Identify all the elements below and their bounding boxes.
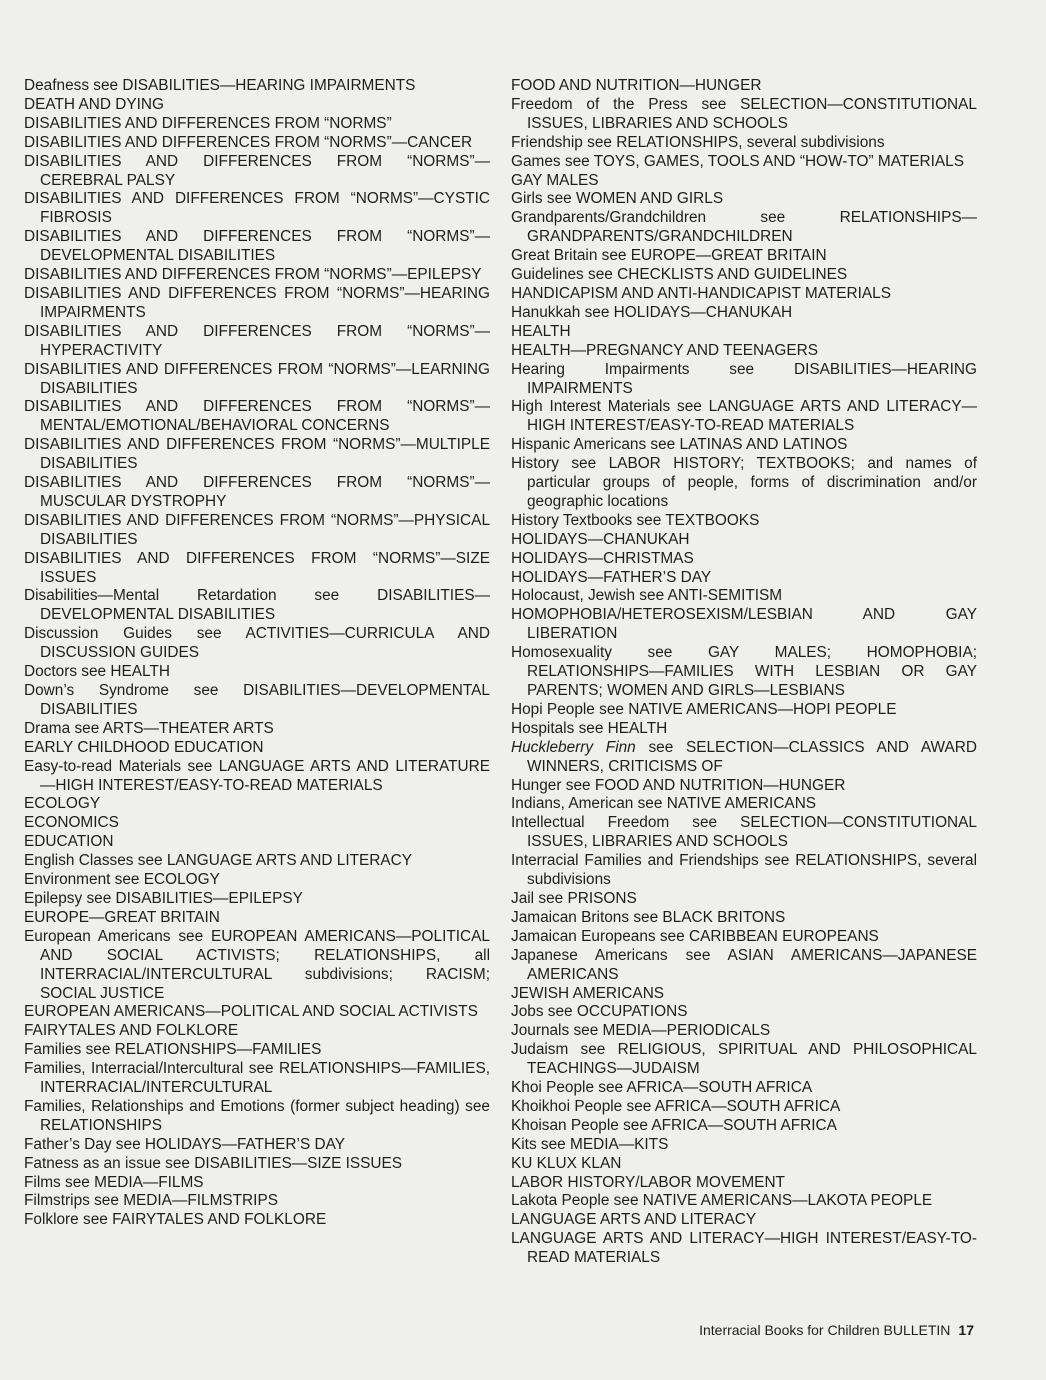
index-entry: Families, Relationships and Emotions (former subject heading) see RELATIONSHIPS [24, 1097, 490, 1134]
index-entry: EDUCATION [24, 833, 114, 851]
index-entry: Deafness see DISABILITIES—HEARING IMPAIRMENTS [24, 77, 416, 94]
index-entry: Homosexuality see GAY MALES; HOMOPHOBIA; RELATIONSHIPS—FAMILIES WITH LESBIAN OR GAY PARENTS; WOMEN AND GIRLS—LESBIANS [511, 644, 977, 699]
index-entry: DISABILITIES AND DIFFERENCES FROM “NORMS”—MULTIPLE DISABILITIES [24, 436, 490, 473]
index-entry: DISABILITIES AND DIFFERENCES FROM “NORMS”—SIZE ISSUES [24, 549, 490, 586]
index-entry: Filmstrips see MEDIA—FILMSTRIPS [24, 1192, 278, 1210]
index-entry: Great Britain see EUROPE—GREAT BRITAIN [511, 247, 827, 265]
index-entry: LANGUAGE ARTS AND LITERACY—HIGH INTEREST/EASY-TO-READ MATERIALS [511, 1230, 977, 1267]
index-entry: EUROPE—GREAT BRITAIN [24, 908, 220, 926]
index-entry: Lakota People see NATIVE AMERICANS—LAKOTA PEOPLE [511, 1192, 933, 1210]
index-entry: JEWISH AMERICANS [511, 984, 665, 1002]
index-column-right [511, 77, 977, 1268]
index-entry: Drama see ARTS—THEATER ARTS [24, 719, 274, 737]
index-entry: HEALTH—PREGNANCY AND TEENAGERS [511, 341, 819, 359]
index-entry: Folklore see FAIRYTALES AND FOLKLORE [24, 1211, 327, 1229]
index-entry: GAY MALES [511, 171, 599, 189]
index-entry: Hospitals see HEALTH [511, 719, 668, 737]
index-entry: Guidelines see CHECKLISTS AND GUIDELINES [511, 266, 848, 284]
index-entry: DISABILITIES AND DIFFERENCES FROM “NORMS”—CEREBRAL PALSY [24, 152, 490, 189]
index-entry: English Classes see LANGUAGE ARTS AND LITERACY [24, 852, 413, 870]
index-entry: DISABILITIES AND DIFFERENCES FROM “NORMS”—CANCER [24, 133, 473, 151]
index-entry: DISABILITIES AND DIFFERENCES FROM “NORMS”—CYSTIC FIBROSIS [24, 190, 490, 227]
index-entry: Interracial Families and Friendships see RELATIONSHIPS, several subdivisions [511, 852, 977, 889]
index-entry: Hispanic Americans see LATINAS AND LATINOS [511, 436, 848, 454]
index-entry: HOLIDAYS—CHRISTMAS [511, 549, 694, 567]
index-entry: Environment see ECOLOGY [24, 871, 220, 889]
index-entry: DISABILITIES AND DIFFERENCES FROM “NORMS”—MENTAL/EMOTIONAL/BEHAVIORAL CONCERNS [24, 398, 490, 435]
index-entry: Girls see WOMEN AND GIRLS [511, 190, 724, 208]
index-entry: DISABILITIES AND DIFFERENCES FROM “NORMS”—EPILEPSY [24, 266, 482, 284]
index-entry: Khoi People see AFRICA—SOUTH AFRICA [511, 1079, 813, 1097]
index-entry: History Textbooks see TEXTBOOKS [511, 511, 760, 529]
index-entry: LABOR HISTORY/LABOR MOVEMENT [511, 1173, 785, 1191]
index-entry: HOMOPHOBIA/HETEROSEXISM/LESBIAN AND GAY LIBERATION [511, 606, 977, 643]
index-entry: LANGUAGE ARTS AND LITERACY [511, 1211, 757, 1229]
index-entry: Jamaican Europeans see CARIBBEAN EUROPEANS [511, 927, 879, 945]
index-entry: DEATH AND DYING [24, 95, 164, 113]
index-entry: Judaism see RELIGIOUS, SPIRITUAL AND PHILOSOPHICAL TEACHINGS—JUDAISM [511, 1041, 977, 1078]
index-entry: Jobs see OCCUPATIONS [511, 1003, 688, 1021]
index-entry: Families see RELATIONSHIPS—FAMILIES [24, 1041, 322, 1059]
index-entry: DISABILITIES AND DIFFERENCES FROM “NORMS”—PHYSICAL DISABILITIES [24, 511, 490, 548]
index-entry: HANDICAPISM AND ANTI-HANDICAPIST MATERIALS [511, 284, 891, 302]
page-footer [699, 1322, 974, 1338]
index-entry: Down’s Syndrome see DISABILITIES—DEVELOPMENTAL DISABILITIES [24, 682, 490, 718]
index-entry: DISABILITIES AND DIFFERENCES FROM “NORMS”—DEVELOPMENTAL DISABILITIES [24, 228, 490, 265]
index-entry: DISABILITIES AND DIFFERENCES FROM “NORMS”—HEARING IMPAIRMENTS [24, 284, 490, 321]
index-entry: HEALTH [511, 322, 571, 340]
index-entry: Games see TOYS, GAMES, TOOLS AND “HOW-TO” MATERIALS [511, 152, 964, 170]
index-entry: Epilepsy see DISABILITIES—EPILEPSY [24, 889, 303, 907]
index-entry: FOOD AND NUTRITION—HUNGER [511, 77, 762, 94]
index-entry: Hanukkah see HOLIDAYS—CHANUKAH [511, 303, 793, 321]
index-entry-title: Huckleberry Finn [511, 738, 636, 756]
index-entry: DISABILITIES AND DIFFERENCES FROM “NORMS”—MUSCULAR DYSTROPHY [24, 474, 490, 510]
index-entry: Kits see MEDIA—KITS [511, 1135, 669, 1153]
index-entry: FAIRYTALES AND FOLKLORE [24, 1022, 239, 1040]
index-entry: History see LABOR HISTORY; TEXTBOOKS; and names of particular groups of people, forms of discrimination and/or geographic locations [511, 455, 977, 510]
index-entry: Families, Interracial/Intercultural see RELATIONSHIPS—FAMILIES, INTERRACIAL/INTERCULTURAL [24, 1060, 490, 1097]
index-entry: EUROPEAN AMERICANS—POLITICAL AND SOCIAL ACTIVISTS [24, 1003, 478, 1021]
index-entry: Films see MEDIA—FILMS [24, 1173, 204, 1191]
index-entry: Khoikhoi People see AFRICA—SOUTH AFRICA [511, 1097, 841, 1115]
index-entry: HOLIDAYS—CHANUKAH [511, 530, 690, 548]
index-entry: Friendship see RELATIONSHIPS, several subdivisions [511, 133, 885, 151]
index-entry: Grandparents/Grandchildren see RELATIONSHIPS—GRANDPARENTS/GRANDCHILDREN [511, 209, 977, 246]
index-entry: KU KLUX KLAN [511, 1154, 622, 1172]
index-entry: Discussion Guides see ACTIVITIES—CURRICULA AND DISCUSSION GUIDES [24, 625, 490, 662]
index-column-left [24, 77, 490, 1230]
index-entry: Jail see PRISONS [511, 889, 637, 907]
index-entry: Indians, American see NATIVE AMERICANS [511, 795, 817, 813]
index-entry: DISABILITIES AND DIFFERENCES FROM “NORMS” [24, 114, 392, 132]
index-entry: Fatness as an issue see DISABILITIES—SIZE ISSUES [24, 1154, 403, 1172]
index-entry: Jamaican Britons see BLACK BRITONS [511, 908, 786, 926]
index-entry: High Interest Materials see LANGUAGE ARTS AND LITERACY—HIGH INTEREST/EASY-TO-READ MATERIALS [511, 398, 977, 435]
index-entry: Intellectual Freedom see SELECTION—CONSTITUTIONAL ISSUES, LIBRARIES AND SCHOOLS [511, 814, 977, 851]
publication-title: Interracial Books for Children BULLETIN [699, 1322, 951, 1338]
index-entry: Hopi People see NATIVE AMERICANS—HOPI PEOPLE [511, 700, 897, 718]
index-entry: Disabilities—Mental Retardation see DISABILITIES—DEVELOPMENTAL DISABILITIES [24, 587, 490, 624]
index-entry: EARLY CHILDHOOD EDUCATION [24, 738, 264, 756]
index-entry: Easy-to-read Materials see LANGUAGE ARTS AND LITERATURE—HIGH INTEREST/EASY-TO-READ MATERIALS [24, 757, 490, 794]
index-entry [511, 739, 977, 777]
index-entry: ECONOMICS [24, 814, 119, 832]
index-entry: Japanese Americans see ASIAN AMERICANS—JAPANESE AMERICANS [511, 946, 977, 983]
index-entry: Hearing Impairments see DISABILITIES—HEARING IMPAIRMENTS [511, 360, 977, 397]
index-entry: Father’s Day see HOLIDAYS—FATHER’S DAY [24, 1135, 346, 1153]
page-number: 17 [958, 1322, 974, 1338]
index-entry: Hunger see FOOD AND NUTRITION—HUNGER [511, 776, 846, 794]
index-entry: Journals see MEDIA—PERIODICALS [511, 1022, 771, 1040]
index-entry: Doctors see HEALTH [24, 663, 170, 681]
index-entry: DISABILITIES AND DIFFERENCES FROM “NORMS”—HYPERACTIVITY [24, 322, 490, 359]
index-entry: European Americans see EUROPEAN AMERICANS—POLITICAL AND SOCIAL ACTIVISTS; RELATIONSHIPS, all INTERRACIAL/INTERCULTURAL subdivisions; RACISM; SOCIAL JUSTICE [24, 927, 490, 1002]
index-entry: ECOLOGY [24, 795, 101, 813]
index-entry: Freedom of the Press see SELECTION—CONSTITUTIONAL ISSUES, LIBRARIES AND SCHOOLS [511, 95, 977, 132]
index-entry: Khoisan People see AFRICA—SOUTH AFRICA [511, 1116, 837, 1134]
index-entry-reference: see SELECTION—CLASSICS AND AWARD WINNERS, CRITICISMS OF [527, 738, 978, 775]
index-entry: HOLIDAYS—FATHER’S DAY [511, 568, 712, 586]
index-entry: DISABILITIES AND DIFFERENCES FROM “NORMS”—LEARNING DISABILITIES [24, 360, 490, 397]
index-entry: Holocaust, Jewish see ANTI-SEMITISM [511, 587, 783, 605]
